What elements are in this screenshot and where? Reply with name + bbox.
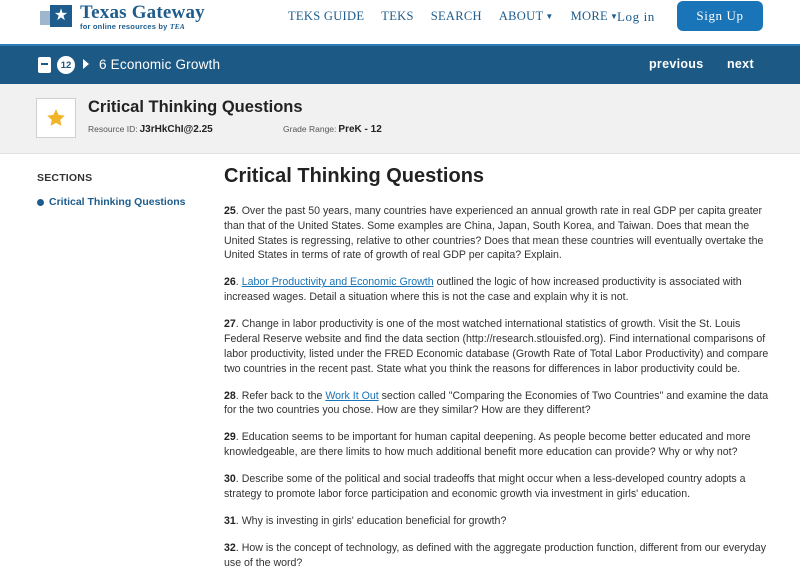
- nav-search[interactable]: SEARCH: [430, 9, 482, 23]
- section-link-critical-thinking[interactable]: Critical Thinking Questions: [37, 196, 186, 208]
- logo-subtitle: for online resources by TEA: [80, 21, 186, 31]
- question-31: 31. Why is investing in girls' education beneficial for growth?: [224, 514, 507, 527]
- labor-productivity-link[interactable]: Labor Productivity and Economic Growth: [241, 276, 434, 289]
- question-26: 26. Labor Productivity and Economic Growth outlined the logic of how increased productivity is associated with increased wages. Detail a situation where this is not the case and explain why it is not.: [224, 276, 742, 304]
- question-32: 32. How is the concept of technology, as defined with the aggregate production function, different from our everyday use of the word?: [224, 541, 766, 569]
- star-icon: [45, 107, 67, 129]
- nav-teks-guide[interactable]: TEKS GUIDE: [288, 9, 365, 23]
- logo-star-icon: ★: [40, 3, 74, 31]
- question-28: 28. Refer back to the Work It Out section called "Comparing the Economies of Two Countries" and examine the data for the two countries you chose. How are they similar? How are they different?: [224, 389, 769, 417]
- bullet-icon: [37, 199, 44, 206]
- question-27: 27. Change in labor productivity is one of the most watched international statistics of growth. Visit the St. Louis Federal Reserve website and find the data section (http://research.stlouisfed.org). Find international comparisons of labor productivity, listed under the FRED Economic database (Growth Rate of Total Labor Productivity) and compare two countries in the recent past. State what you think the reasons for differences in labor productivity could be.: [224, 318, 769, 375]
- resource-id: Resource ID: J3rHkChI@2.25: [88, 124, 213, 135]
- question-29: 29. Education seems to be important for human capital deepening. As people become better educated and more knowledgeable, are there limits to how much additional benefit more education can provide? Why or why not?: [224, 431, 751, 459]
- caret-right-icon[interactable]: [83, 59, 89, 69]
- chevron-down-icon: ▼: [545, 12, 554, 21]
- nav-about[interactable]: ABOUT ▼: [498, 9, 554, 23]
- top-header: [0, 0, 800, 44]
- main-nav: [288, 9, 635, 24]
- sections-heading: SECTIONS: [37, 172, 93, 184]
- chapter-title[interactable]: 6 Economic Growth: [99, 57, 221, 72]
- chapter-bar: [0, 44, 800, 84]
- login-link[interactable]: Log in: [617, 9, 655, 24]
- page-title: Critical Thinking Questions: [224, 165, 485, 187]
- chevron-down-icon: ▼: [609, 12, 619, 21]
- nav-more[interactable]: MORE ▼: [570, 9, 619, 23]
- favorite-button[interactable]: [36, 98, 76, 138]
- logo-title: Texas Gateway: [80, 1, 205, 23]
- resource-title: Critical Thinking Questions: [88, 98, 303, 116]
- question-25: 25. Over the past 50 years, many countries have experienced an annual growth rate in real GDP per capita greater than that of the United States. Some examples are China, Japan, South Korea, and Taiwan. Does that mean the United States is regressing, relative to other countries? Does that mean these countries will eventually overtake the United States in terms of rate of growth of real GDP per capita? Explain.: [224, 205, 764, 262]
- question-list: [224, 204, 772, 583]
- chapter-count-badge: 12: [57, 56, 75, 74]
- next-button[interactable]: next: [727, 57, 754, 71]
- book-icon[interactable]: [38, 57, 51, 73]
- resource-header: [0, 84, 800, 154]
- previous-button[interactable]: previous: [649, 57, 704, 71]
- texas-gateway-logo[interactable]: [40, 2, 205, 32]
- question-30: 30. Describe some of the political and social tradeoffs that might occur when a less-developed country adopts a strategy to promote labor force participation and economic growth via investment in girls' education.: [224, 473, 746, 500]
- nav-teks[interactable]: TEKS: [381, 9, 414, 23]
- sign-up-button[interactable]: Sign Up: [677, 1, 763, 31]
- work-it-out-link[interactable]: Work It Out: [325, 389, 379, 402]
- grade-range: Grade Range: PreK - 12: [283, 124, 382, 135]
